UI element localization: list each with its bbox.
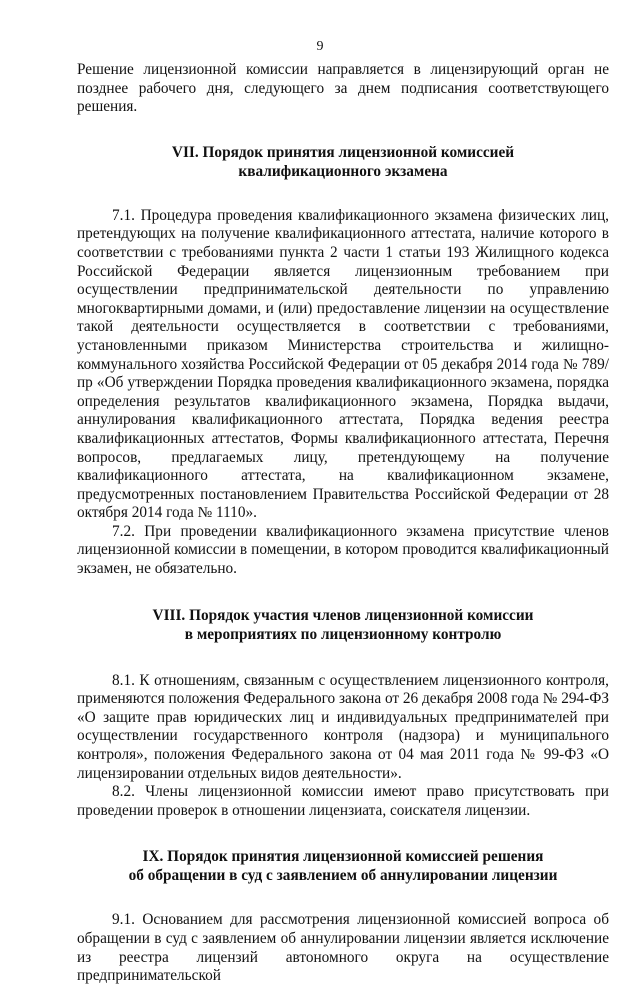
section-heading-line: IX. Порядок принятия лицензионной комиссией решения [142,848,544,866]
section-heading-viii [77,606,609,644]
section-heading-vii [77,143,609,181]
paragraph-9-1: 9.1. Основанием для рассмотрения лицензионной комиссией вопроса об обращении в суд с заявлением об аннулировании лицензии является исключение из реестра лицензий автономного округа на осуществление предпринимательской [77,911,609,985]
intro-paragraph: Решение лицензионной комиссии направляется в лицензирующий орган не позднее рабочего дня, следующего за днем подписания соответствующего решения. [77,61,609,116]
section-heading-line: квалификационного экзамена [238,162,448,180]
paragraph-7-2: 7.2. При проведении квалификационного экзамена присутствие членов лицензионной комиссии в помещении, в котором проводится квалификационный экзамен, не обязательно. [77,522,609,578]
paragraph-7-1: 7.1. Процедура проведения квалификационного экзамена физических лиц, претендующих на получение квалификационного аттестата, наличие которого в соответствии с требованиями пункта 2 части 1 статьи 193 Жилищного кодекса Российской Федерации является лицензионным требованием при осуществлении предпринимательской деятельности по управлению многоквартирными домами, и (или) предоставление лицензии на осуществление такой деятельности осуществляется в соответствии с требованиями, установленными приказом Министерства строительства и жилищно-коммунального хозяйства Российской Федерации от 05 декабря 2014 года № 789/пр «Об утверждении Порядка проведения квалификационного экзамена, порядка определения результатов квалификационного экзамена, Порядка выдачи, аннулирования квалификационного аттестата, Порядка ведения реестра квалификационных аттестатов, Формы квалификационного аттестата, Перечня вопросов, предлагаемых лицу, претендующему на получение квалификационного аттестата, на квалификационном экзамене, предусмотренных постановлением Правительства Российской Федерации от 28 октября 2014 года № 1110». [77,206,609,522]
page-number: 9 [316,39,324,54]
section-heading-line: VIII. Порядок участия членов лицензионной комиссии [152,606,534,624]
paragraph-8-1: 8.1. К отношениям, связанным с осуществлением лицензионного контроля, применяются положения Федерального закона от 26 декабря 2008 года № 294-ФЗ «О защите прав юридических лиц и индивидуальных предпринимателей при осуществлении государственного контроля (надзора) и муниципального контроля», положения Федерального закона от 04 мая 2011 года № 99-ФЗ «О лицензировании отдельных видов деятельности». [77,671,609,782]
section-heading-ix [77,847,609,885]
section-heading-line: VII. Порядок принятия лицензионной комиссией [171,143,515,161]
paragraph-8-2: 8.2. Члены лицензионной комиссии имеют право присутствовать при проведении проверок в отношении лицензиата, соискателя лицензии. [77,783,609,819]
section-heading-line: в мероприятиях по лицензионному контролю [184,625,502,643]
section-heading-line: об обращении в суд с заявлением об аннулировании лицензии [128,867,558,885]
page-body [77,61,609,986]
